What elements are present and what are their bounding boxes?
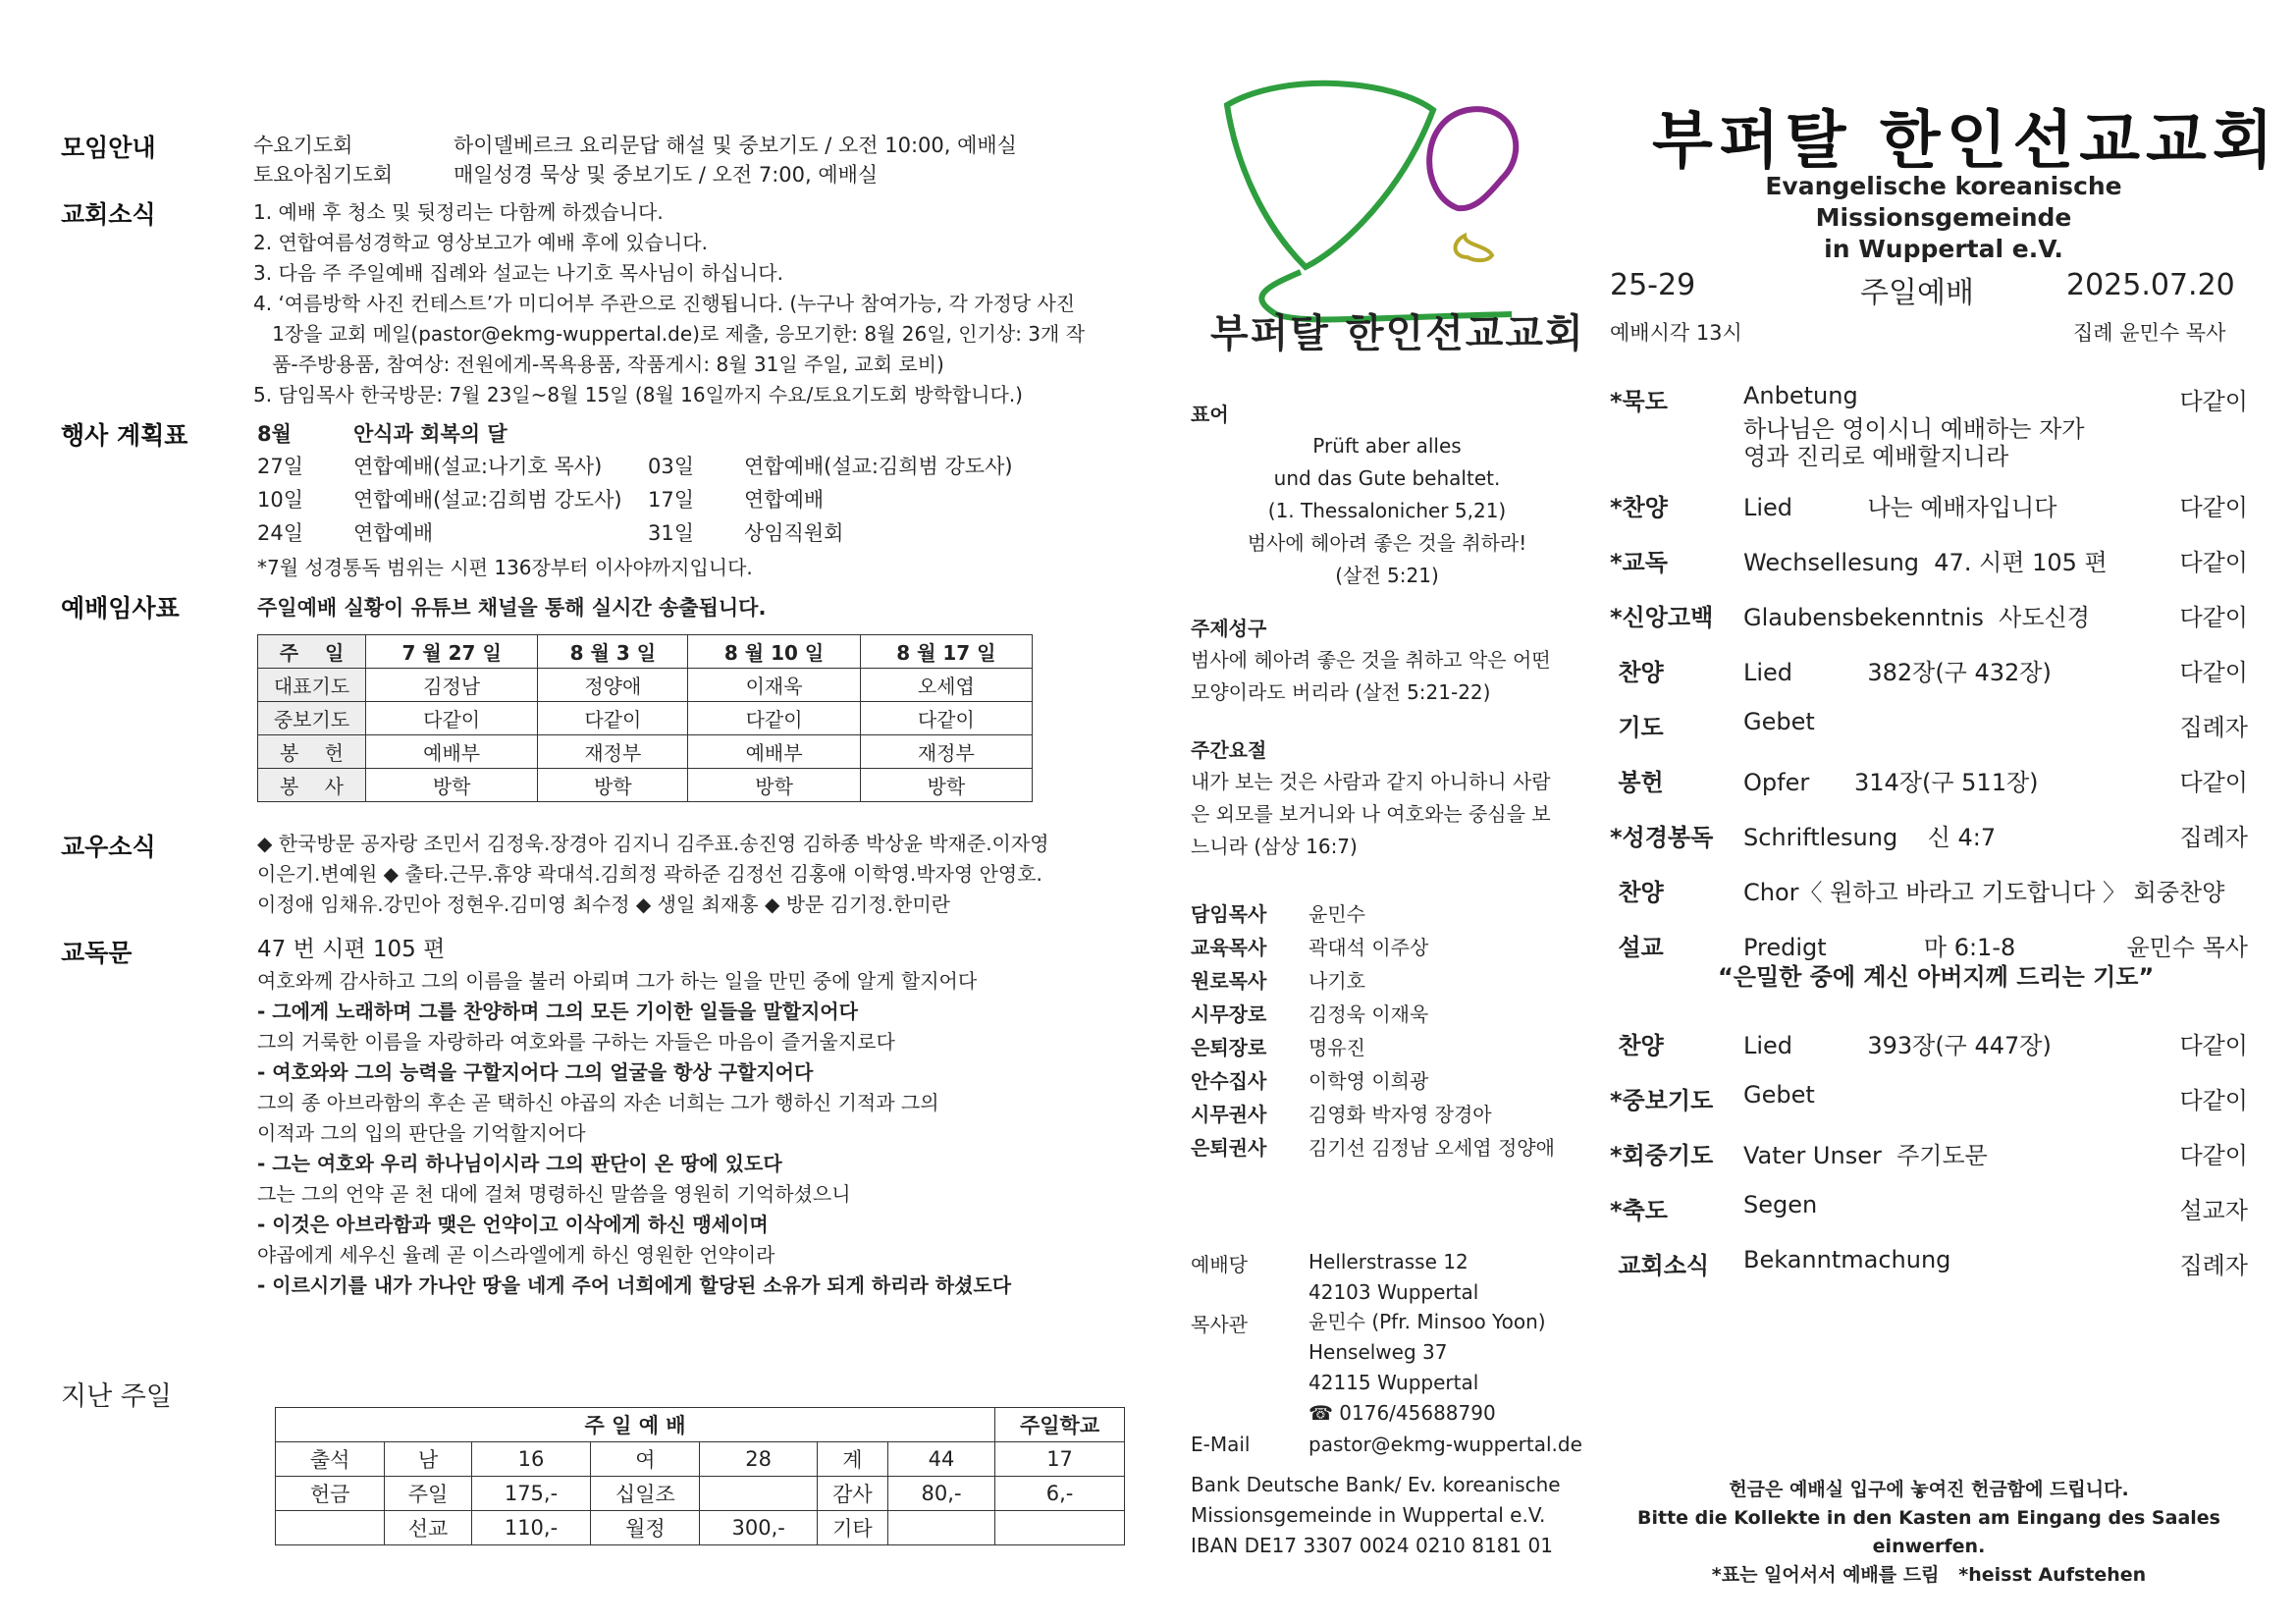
events-date: 27일: [257, 455, 304, 478]
motto-line: Prüft aber alles: [1312, 434, 1462, 458]
worship-duty-notice: 주일예배 실황이 유튜브 채널을 통해 실시간 송출됩니다.: [257, 596, 767, 620]
liturgy-item-title: 찬양: [1610, 659, 1664, 686]
table-cell: [276, 1511, 385, 1545]
events-month: 8월: [257, 422, 292, 446]
table-cell: 8 월 3 일: [538, 635, 688, 669]
liturgy-item-leader: 다같이: [2179, 549, 2248, 576]
weekly-verse-label: 주간요절: [1191, 738, 1267, 762]
liturgy-item-title: *찬양: [1610, 494, 1668, 521]
table-cell: 28: [700, 1442, 817, 1477]
member-news-list: [257, 829, 1049, 920]
phone-number: ☎ 0176/45688790: [1308, 1401, 1496, 1425]
table-cell: 여: [591, 1442, 700, 1477]
staff-names: 이학영 이희광: [1308, 1068, 1429, 1093]
staff-role: 시무장로: [1191, 1001, 1267, 1026]
table-cell: 재정부: [538, 735, 688, 769]
table-cell: 중보기도: [258, 702, 366, 735]
footer-notes: [1610, 1476, 2248, 1590]
church-news-heading: 교회소식: [61, 200, 156, 229]
table-cell: 다같이: [860, 702, 1032, 735]
liturgy-item-title: 봉헌: [1610, 769, 1664, 796]
table-row: [276, 1442, 1125, 1477]
table-cell: 주일: [385, 1477, 472, 1511]
church-news-line: 품-주방용품, 참여상: 전원에게-목욕용품, 작품게시: 8월 31일 주일, 교회 로비): [253, 352, 944, 376]
table-cell: 예배부: [688, 735, 860, 769]
staff-row: [1191, 929, 1555, 962]
table-cell: 김정남: [366, 669, 538, 702]
gathering-desc-1: 하이델베르크 요리문답 해설 및 중보기도 / 오전 10:00, 예배실: [454, 134, 1017, 157]
address-line: Henselweg 37: [1308, 1340, 1448, 1364]
table-row: [258, 702, 1033, 735]
sermon-title: “은밀한 중에 계신 아버지께 드리는 기도”: [1718, 963, 2155, 991]
liturgy-item-title: *중보기도: [1610, 1087, 1714, 1114]
events-theme: 안식과 회복의 달: [353, 422, 507, 446]
table-row: [258, 669, 1033, 702]
worship-duty-table: [257, 634, 1033, 802]
liturgy-item-title: 기도: [1610, 714, 1664, 741]
liturgy-item-leader: 집례자: [2179, 1252, 2248, 1279]
liturgy-item-detail: Gebet: [1743, 1081, 1815, 1109]
liturgy-item-detail: Lied 나는 예배자입니다: [1743, 494, 2057, 521]
responsive-line: - 그에게 노래하며 그를 찬양하며 그의 모든 기이한 일들을 말할지어다: [257, 1000, 858, 1023]
responsive-line: 여호와께 감사하고 그의 이름을 불러 아뢰며 그가 하는 일을 만민 중에 알게 할지어다: [257, 969, 978, 993]
theme-verse: [1191, 644, 1551, 709]
staff-row: [1191, 1062, 1555, 1096]
bank-line: IBAN DE17 3307 0024 0210 8181 01: [1191, 1534, 1553, 1557]
member-news-line: 이정애 임채유.강민아 정현우.김미영 최수정 ◆ 생일 최재홍 ◆ 방문 김기정.한미란: [257, 893, 950, 916]
liturgy-item-leader: 다같이: [2179, 494, 2248, 521]
staff-names: 김정욱 이재욱: [1308, 1001, 1429, 1026]
officiant: 집례 윤민수 목사: [2073, 321, 2226, 345]
liturgy-item-detail: Predigt 마 6:1-8: [1743, 934, 2016, 961]
theme-verse-label: 주제성구: [1191, 617, 1267, 640]
staff-role: 은퇴권사: [1191, 1135, 1267, 1160]
table-cell: 300,-: [700, 1511, 817, 1545]
table-cell: 계: [817, 1442, 887, 1477]
church-address: [1308, 1247, 1478, 1308]
staff-list: [1191, 895, 1555, 1163]
events-desc: 연합예배(설교:김희범 강도사): [744, 455, 1013, 478]
weekly-line: 은 외모를 보거니와 나 여호와는 중심을 보: [1191, 802, 1551, 826]
manse-label: 목사관: [1191, 1313, 1248, 1336]
events-desc: 상임직원회: [744, 521, 844, 545]
liturgy-item-detail: Opfer 314장(구 511장): [1743, 769, 2039, 796]
staff-names: 명유진: [1308, 1035, 1365, 1059]
liturgy-item-title: 찬양: [1610, 879, 1664, 906]
staff-row: [1191, 1096, 1555, 1129]
table-cell: 출석: [276, 1442, 385, 1477]
staff-row: [1191, 895, 1555, 929]
table-row: [276, 1477, 1125, 1511]
responsive-lines: [257, 966, 1011, 1301]
bank-info: [1191, 1470, 1561, 1561]
liturgy-item-leader: 다같이: [2179, 1142, 2248, 1169]
events-desc: 연합예배: [353, 521, 434, 545]
member-news-line: 이은기.변예원 ◆ 출타.근무.휴양 곽대석.김희정 곽하준 김정선 김홍애 이학영.박자영 안영호.: [257, 862, 1042, 886]
table-cell: 주 일 예 배: [276, 1408, 995, 1442]
events-row: [257, 517, 844, 551]
theme-line: 범사에 헤아려 좋은 것을 취하고 악은 어떤: [1191, 648, 1551, 672]
liturgy-item-leader: 설교자: [2179, 1197, 2248, 1224]
table-cell: 7 월 27 일: [366, 635, 538, 669]
motto-line: und das Gute behaltet.: [1273, 466, 1501, 490]
service-time: 예배시각 13시: [1610, 321, 1742, 345]
church-news-line: 4. ‘여름방학 사진 컨테스트’가 미디어부 주관으로 진행됩니다. (누구나 참여가능, 각 가정당 사진: [253, 292, 1076, 315]
table-cell: [700, 1477, 817, 1511]
staff-role: 원로목사: [1191, 968, 1267, 993]
staff-row: [1191, 996, 1555, 1029]
motto-line: (1. Thessalonicher 5,21): [1267, 499, 1507, 522]
events-date: 24일: [257, 521, 304, 545]
table-cell: 주 일: [258, 635, 366, 669]
member-news-line: ◆ 한국방문 공자랑 조민서 김정욱.장경아 김지니 김주표.송진영 김하종 박상윤 박재준.이자영: [257, 832, 1049, 855]
staff-names: 김영화 박자영 장경아: [1308, 1102, 1492, 1126]
events-heading: 행사 계획표: [61, 421, 188, 450]
liturgy-item-detail: Anbetung: [1743, 382, 1858, 409]
events-date: 31일: [648, 521, 695, 545]
table-cell: 이재욱: [688, 669, 860, 702]
liturgy-item-title: 교회소식: [1610, 1252, 1710, 1279]
table-cell: 6,-: [995, 1477, 1125, 1511]
responsive-heading: 교독문: [61, 939, 133, 967]
table-cell: 헌금: [276, 1477, 385, 1511]
events-date: 17일: [648, 488, 695, 512]
service-name: 주일예배: [1860, 276, 1974, 310]
table-row: [258, 735, 1033, 769]
church-address-label: 예배당: [1191, 1253, 1248, 1276]
liturgy-item-detail: Glaubensbekenntnis 사도신경: [1743, 604, 2090, 631]
liturgy-item-leader: 집례자: [2179, 824, 2248, 851]
events-desc: 연합예배(설교:나기호 목사): [353, 455, 603, 478]
liturgy-item-detail: Vater Unser 주기도문: [1743, 1142, 1988, 1169]
staff-role: 은퇴장로: [1191, 1035, 1267, 1059]
table-cell: 8 월 17 일: [860, 635, 1032, 669]
staff-row: [1191, 1129, 1555, 1163]
table-cell: 주일학교: [995, 1408, 1125, 1442]
staff-row: [1191, 962, 1555, 996]
liturgy-item-leader: 다같이: [2179, 604, 2248, 631]
last-sunday-heading: 지난 주일: [61, 1381, 172, 1412]
table-cell: 방학: [366, 769, 538, 802]
liturgy-item-leader: 다같이: [2179, 388, 2248, 415]
liturgy-order: [1610, 382, 2248, 1295]
gathering-heading: 모임안내: [61, 134, 156, 162]
gathering-name-2: 토요아침기도회: [253, 163, 394, 187]
motto-line: 범사에 헤아려 좋은 것을 취하라!: [1247, 531, 1527, 555]
liturgy-item-title: 설교: [1610, 934, 1664, 961]
email-link[interactable]: pastor@ekmg-wuppertal.de: [1308, 1433, 1582, 1456]
liturgy-item-note: 영과 진리로 예배할지니라: [1743, 443, 2009, 470]
staff-role: 안수집사: [1191, 1068, 1267, 1093]
table-cell: 다같이: [538, 702, 688, 735]
events-date: 10일: [257, 488, 304, 512]
staff-role: 시무권사: [1191, 1102, 1267, 1126]
logo-caption: 부퍼탈 한인선교교회: [1210, 311, 1585, 356]
liturgy-item-detail: Bekanntmachung: [1743, 1246, 1951, 1273]
liturgy-item-note: 하나님은 영이시니 예배하는 자가: [1743, 415, 2085, 443]
footer-line: Bitte die Kollekte in den Kasten am Eingang des Saales einwerfen.: [1637, 1507, 2220, 1557]
subtitle-line: Evangelische koreanische Missionsgemeinde: [1765, 172, 2122, 232]
table-cell: 44: [887, 1442, 994, 1477]
responsive-line: - 그는 여호와 우리 하나님이시라 그의 판단이 온 땅에 있도다: [257, 1152, 782, 1175]
weekly-line: 느니라 (삼상 16:7): [1191, 835, 1358, 858]
liturgy-item-leader: 윤민수 목사: [2126, 934, 2248, 961]
table-cell: 봉 헌: [258, 735, 366, 769]
member-news-heading: 교우소식: [61, 833, 156, 861]
events-row: [257, 484, 825, 517]
responsive-line: - 이르시기를 내가 가나안 땅을 네게 주어 너희에게 할당된 소유가 되게 하리라 하셨도다: [257, 1273, 1012, 1297]
table-cell: 오세엽: [860, 669, 1032, 702]
liturgy-item-detail: Gebet: [1743, 708, 1815, 735]
church-news-line: 2. 연합여름성경학교 영상보고가 예배 후에 있습니다.: [253, 231, 708, 254]
address-line: 42115 Wuppertal: [1308, 1371, 1479, 1394]
address-line: 42103 Wuppertal: [1308, 1280, 1479, 1304]
address-line: 윤민수 (Pfr. Minsoo Yoon): [1308, 1310, 1546, 1333]
address-line: Hellerstrasse 12: [1308, 1250, 1468, 1273]
worship-duty-heading: 예배임사표: [61, 594, 180, 623]
table-cell: 다같이: [688, 702, 860, 735]
table-cell: 봉 사: [258, 769, 366, 802]
table-row: [258, 635, 1033, 669]
subtitle-line: in Wuppertal e.V.: [1824, 235, 2063, 263]
table-cell: 80,-: [887, 1477, 994, 1511]
liturgy-item-title: *축도: [1610, 1197, 1668, 1224]
table-row: [258, 769, 1033, 802]
church-news-line: 5. 담임목사 한국방문: 7월 23일~8월 15일 (8월 16일까지 수요/토요기도회 방학합니다.): [253, 383, 1023, 406]
events-desc: 연합예배(설교:김희범 강도사): [353, 488, 622, 512]
liturgy-item-detail: Lied 382장(구 432장): [1743, 659, 2052, 686]
motto-line: (살전 5:21): [1335, 564, 1439, 587]
liturgy-item-title: *묵도: [1610, 388, 1668, 415]
motto-label: 표어: [1191, 403, 1229, 426]
footer-line: *표는 일어서서 예배를 드림 *heisst Aufstehen: [1711, 1564, 2147, 1586]
last-sunday-table: [275, 1407, 1125, 1545]
events-table: [257, 451, 1013, 583]
responsive-line: 이적과 그의 입의 판단을 기억할지어다: [257, 1121, 586, 1145]
liturgy-item-leader: 다같이: [2179, 659, 2248, 686]
table-cell: 8 월 10 일: [688, 635, 860, 669]
table-cell: 110,-: [471, 1511, 591, 1545]
table-cell: 16: [471, 1442, 591, 1477]
weekly-line: 내가 보는 것은 사람과 같지 아니하니 사람: [1191, 770, 1551, 793]
liturgy-item-leader: 다같이: [2179, 1032, 2248, 1059]
church-news-line: 1장을 교회 메일(pastor@ekmg-wuppertal.de)로 제출, 응모기한: 8월 26일, 인기상: 3개 작: [253, 322, 1086, 346]
liturgy-item-leader: 다같이: [2179, 1087, 2248, 1114]
staff-names: 곽대석 이주상: [1308, 935, 1429, 959]
liturgy-item-leader: 집례자: [2179, 714, 2248, 741]
events-row: [257, 451, 1013, 484]
responsive-line: 그의 종 아브라함의 후손 곧 택하신 야곱의 자손 너희는 그가 행하신 기적과 그의: [257, 1091, 939, 1114]
staff-names: 윤민수: [1308, 901, 1365, 926]
events-desc: 연합예배: [744, 488, 825, 512]
church-news-list: [253, 197, 1147, 410]
liturgy-item-title: *교독: [1610, 549, 1668, 576]
bank-line: Missionsgemeinde in Wuppertal e.V.: [1191, 1503, 1546, 1527]
responsive-title: 47 번 시편 105 편: [257, 937, 446, 962]
responsive-line: 그는 그의 언약 곧 천 대에 걸쳐 명령하신 말씀을 영원히 기억하셨으니: [257, 1182, 851, 1206]
table-cell: 선교: [385, 1511, 472, 1545]
liturgy-item-title: 찬양: [1610, 1032, 1664, 1059]
liturgy-item-detail: Wechsellesung 47. 시편 105 편: [1743, 549, 2108, 576]
bank-line: Bank Deutsche Bank/ Ev. koreanische: [1191, 1473, 1561, 1496]
liturgy-item-detail: Chor〈 원하고 바라고 기도합니다 〉 회중찬양: [1743, 879, 2225, 906]
footer-line: 헌금은 예배실 입구에 놓여진 헌금함에 드립니다.: [1729, 1479, 2129, 1500]
liturgy-item-title: *성경봉독: [1610, 824, 1714, 851]
responsive-line: - 이것은 아브라함과 맺은 언약이고 이삭에게 하신 맹세이며: [257, 1213, 769, 1236]
table-cell: 방학: [860, 769, 1032, 802]
table-cell: 정양애: [538, 669, 688, 702]
liturgy-item-title: *회중기도: [1610, 1142, 1714, 1169]
staff-row: [1191, 1029, 1555, 1062]
table-cell: 방학: [538, 769, 688, 802]
liturgy-item-title: *신앙고백: [1610, 604, 1714, 631]
table-cell: 17: [995, 1442, 1125, 1477]
table-cell: 재정부: [860, 735, 1032, 769]
table-cell: 다같이: [366, 702, 538, 735]
gathering-name-1: 수요기도회: [253, 134, 353, 157]
table-row: [276, 1511, 1125, 1545]
responsive-line: - 여호와와 그의 능력을 구할지어다 그의 얼굴을 항상 구할지어다: [257, 1060, 814, 1084]
table-cell: 감사: [817, 1477, 887, 1511]
liturgy-item-detail: Segen: [1743, 1191, 1818, 1218]
church-news-line: 3. 다음 주 주일예배 집례와 설교는 나기호 목사님이 하십니다.: [253, 261, 783, 285]
responsive-line: 그의 거룩한 이름을 자랑하라 여호와를 구하는 자들은 마음이 즐거울지로다: [257, 1030, 895, 1054]
events-note: *7월 성경통독 범위는 시편 136장부터 이사야까지입니다.: [257, 556, 753, 579]
service-date: 2025.07.20: [2066, 268, 2235, 302]
church-title: 부퍼탈 한인선교교회: [1652, 105, 2279, 178]
table-cell: 월정: [591, 1511, 700, 1545]
motto-text: [1191, 430, 1583, 592]
gathering-desc-2: 매일성경 묵상 및 중보기도 / 오전 7:00, 예배실: [454, 163, 879, 187]
liturgy-item-detail: Lied 393장(구 447장): [1743, 1032, 2052, 1059]
responsive-line: 야곱에게 세우신 율례 곧 이스라엘에게 하신 영원한 언약이라: [257, 1243, 775, 1267]
liturgy-item-leader: 다같이: [2179, 769, 2248, 796]
table-cell: 예배부: [366, 735, 538, 769]
table-cell: 십일조: [591, 1477, 700, 1511]
manse-address: [1308, 1307, 1546, 1429]
staff-names: 나기호: [1308, 968, 1365, 993]
church-subtitle: [1639, 171, 2248, 265]
table-cell: 175,-: [471, 1477, 591, 1511]
table-cell: 기타: [817, 1511, 887, 1545]
table-row: [276, 1408, 1125, 1442]
events-date: 03일: [648, 455, 695, 478]
staff-role: 담임목사: [1191, 901, 1267, 926]
table-cell: 대표기도: [258, 669, 366, 702]
table-cell: 방학: [688, 769, 860, 802]
liturgy-item-detail: Schriftlesung 신 4:7: [1743, 824, 1997, 851]
table-cell: [995, 1511, 1125, 1545]
theme-line: 모양이라도 버리라 (살전 5:21-22): [1191, 680, 1491, 704]
responsive-reading: [257, 933, 1011, 1301]
email-label: E-Mail: [1191, 1433, 1251, 1456]
church-news-line: 1. 예배 후 청소 및 뒷정리는 다함께 하겠습니다.: [253, 200, 664, 224]
staff-role: 교육목사: [1191, 935, 1267, 959]
table-cell: [887, 1511, 994, 1545]
bulletin-number: 25-29: [1610, 268, 1696, 302]
weekly-verse: [1191, 766, 1551, 863]
staff-names: 김기선 김정남 오세엽 정양애: [1308, 1135, 1555, 1160]
table-cell: 남: [385, 1442, 472, 1477]
